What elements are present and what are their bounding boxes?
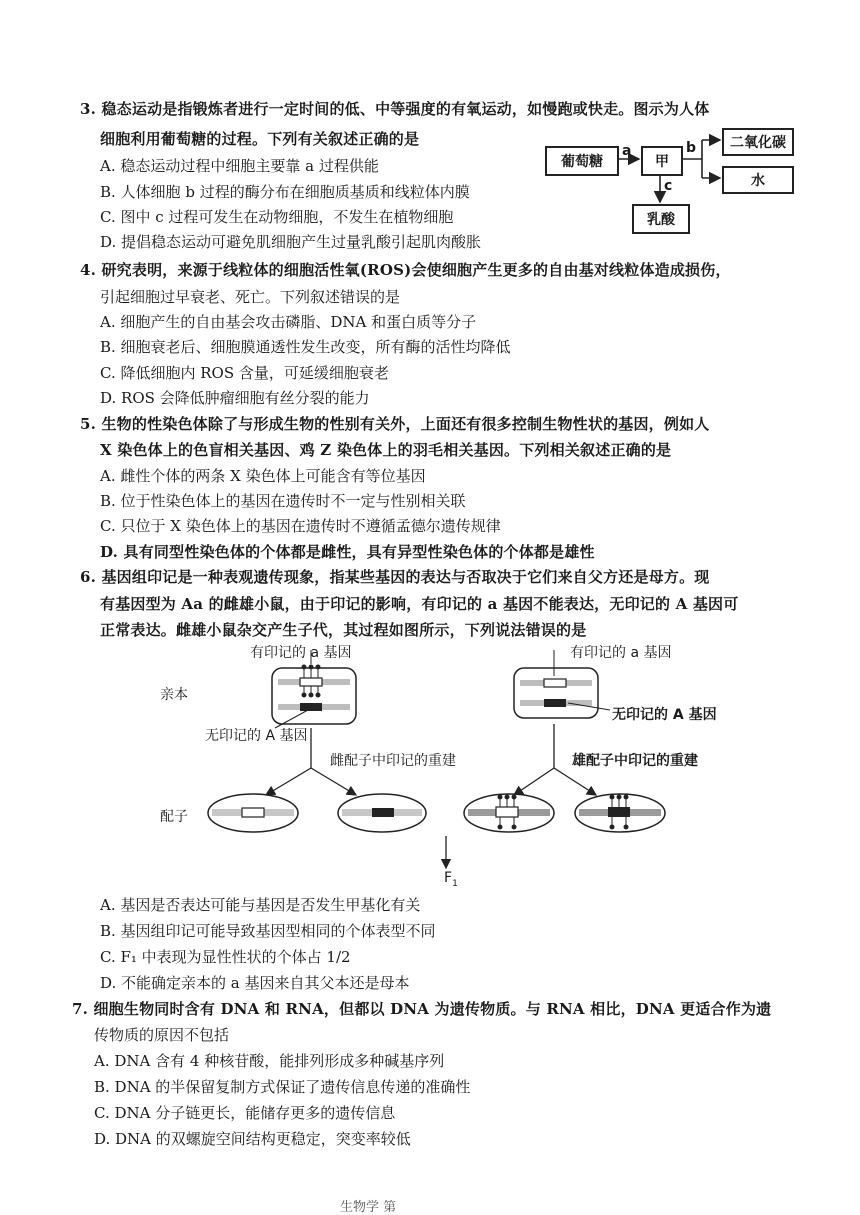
q6-option-b: B. 基因组印记可能导致基因型相同的个体表型不同	[100, 922, 436, 940]
q3-option-b: B. 人体细胞 b 过程的酶分布在细胞质基质和线粒体内膜	[100, 183, 470, 201]
q4-option-d: D. ROS 会降低肿瘤细胞有丝分裂的能力	[100, 389, 370, 407]
q3-option-a: A. 稳态运动过程中细胞主要靠 a 过程供能	[100, 157, 379, 175]
gamete-male-a	[464, 794, 554, 832]
q6-stem-line1: 6. 基因组印记是一种表观遗传现象，指某些基因的表达与否取决于它们来自父方还是母方。现	[80, 568, 710, 586]
label-female-rebuild: 雌配子中印记的重建	[330, 753, 456, 769]
q4-stem-line1: 4. 研究表明，来源于线粒体的细胞活性氧(ROS)会使细胞产生更多的自由基对线粒体造成损伤，	[80, 261, 731, 279]
glucose-box: 葡萄糖	[545, 146, 619, 176]
q6-option-d: D. 不能确定亲本的 a 基因来自其父本还是母本	[100, 974, 410, 992]
q7-option-b: B. DNA 的半保留复制方式保证了遗传信息传递的准确性	[94, 1078, 471, 1096]
q5-option-b: B. 位于性染色体上的基因在遗传时不一定与性别相关联	[100, 492, 466, 510]
q6-option-a: A. 基因是否表达可能与基因是否发生甲基化有关	[100, 896, 421, 914]
label-male-rebuild: 雄配子中印记的重建	[572, 753, 698, 769]
q6-stem-line2: 有基因型为 Aa 的雌雄小鼠，由于印记的影响，有印记的 a 基因不能表达，无印记的 A 基因可	[100, 595, 739, 613]
co2-box: 二氧化碳	[722, 128, 794, 156]
female-parent-cell	[272, 665, 356, 724]
page-footer: 生物学 第	[340, 1200, 397, 1215]
q4-stem-line2: 引起细胞过早衰老、死亡。下列叙述错误的是	[100, 288, 401, 306]
q7-option-d: D. DNA 的双螺旋空间结构更稳定，突变率较低	[94, 1130, 411, 1148]
label-f1: $F_1$	[444, 870, 458, 889]
label-unimprinted-A-right: 无印记的 A 基因	[612, 707, 717, 723]
q3-stem-line1: 3. 稳态运动是指锻炼者进行一定时间的低、中等强度的有氧运动，如慢跑或快走。图示为人体	[80, 100, 710, 118]
q6-diagram-shapes	[150, 650, 710, 890]
gamete-female-A	[338, 794, 426, 832]
jia-box: 甲	[641, 146, 683, 176]
q5-option-c: C. 只位于 X 染色体上的基因在遗传时不遵循孟德尔遗传规律	[100, 517, 501, 535]
q4-option-a: A. 细胞产生的自由基会攻击磷脂、DNA 和蛋白质等分子	[100, 313, 477, 331]
gamete-female-a	[208, 794, 298, 832]
q5-stem-line1: 5. 生物的性染色体除了与形成生物的性别有关外，上面还有很多控制生物性状的基因，例如人	[80, 415, 710, 433]
label-gamete: 配子	[160, 809, 188, 825]
q5-option-a: A. 雌性个体的两条 X 染色体上可能含有等位基因	[100, 467, 426, 485]
male-parent-cell	[514, 668, 598, 718]
label-c: c	[664, 178, 673, 194]
label-unimprinted-A-left: 无印记的 A 基因	[205, 728, 308, 744]
label-imprinted-a-left: 有印记的 a 基因	[250, 645, 352, 661]
label-a: a	[622, 143, 632, 159]
q7-stem-line2: 传物质的原因不包括	[94, 1026, 230, 1044]
q5-stem-line2: X 染色体上的色盲相关基因、鸡 Z 染色体上的羽毛相关基因。下列相关叙述正确的是	[100, 441, 672, 459]
q6-stem-line3: 正常表达。雌雄小鼠杂交产生子代，其过程如图所示，下列说法错误的是	[100, 621, 587, 639]
label-parent: 亲本	[160, 687, 188, 703]
q7-option-c: C. DNA 分子链更长，能储存更多的遗传信息	[94, 1104, 396, 1122]
q3-stem-line2: 细胞利用葡萄糖的过程。下列有关叙述正确的是	[100, 130, 420, 148]
water-box: 水	[722, 166, 794, 194]
q3-option-d: D. 提倡稳态运动可避免肌细胞产生过量乳酸引起肌肉酸胀	[100, 233, 482, 251]
lactic-acid-box: 乳酸	[632, 204, 690, 234]
label-imprinted-a-right: 有印记的 a 基因	[570, 645, 672, 661]
q4-option-b: B. 细胞衰老后、细胞膜通透性发生改变，所有酶的活性均降低	[100, 338, 511, 356]
gamete-male-A	[575, 794, 665, 832]
q6-option-c: C. F₁ 中表现为显性性状的个体占 1/2	[100, 948, 351, 966]
q4-option-c: C. 降低细胞内 ROS 含量，可延缓细胞衰老	[100, 364, 389, 382]
q3-option-c: C. 图中 c 过程可发生在动物细胞，不发生在植物细胞	[100, 208, 454, 226]
label-b: b	[686, 140, 697, 156]
q5-option-d: D. 具有同型性染色体的个体都是雌性，具有异型性染色体的个体都是雄性	[100, 543, 595, 561]
q7-stem-line1: 7. 细胞生物同时含有 DNA 和 RNA，但都以 DNA 为遗传物质。与 RNA 相比，DNA 更适合作为遗	[72, 1000, 772, 1018]
q7-option-a: A. DNA 含有 4 种核苷酸，能排列形成多种碱基序列	[94, 1052, 445, 1070]
